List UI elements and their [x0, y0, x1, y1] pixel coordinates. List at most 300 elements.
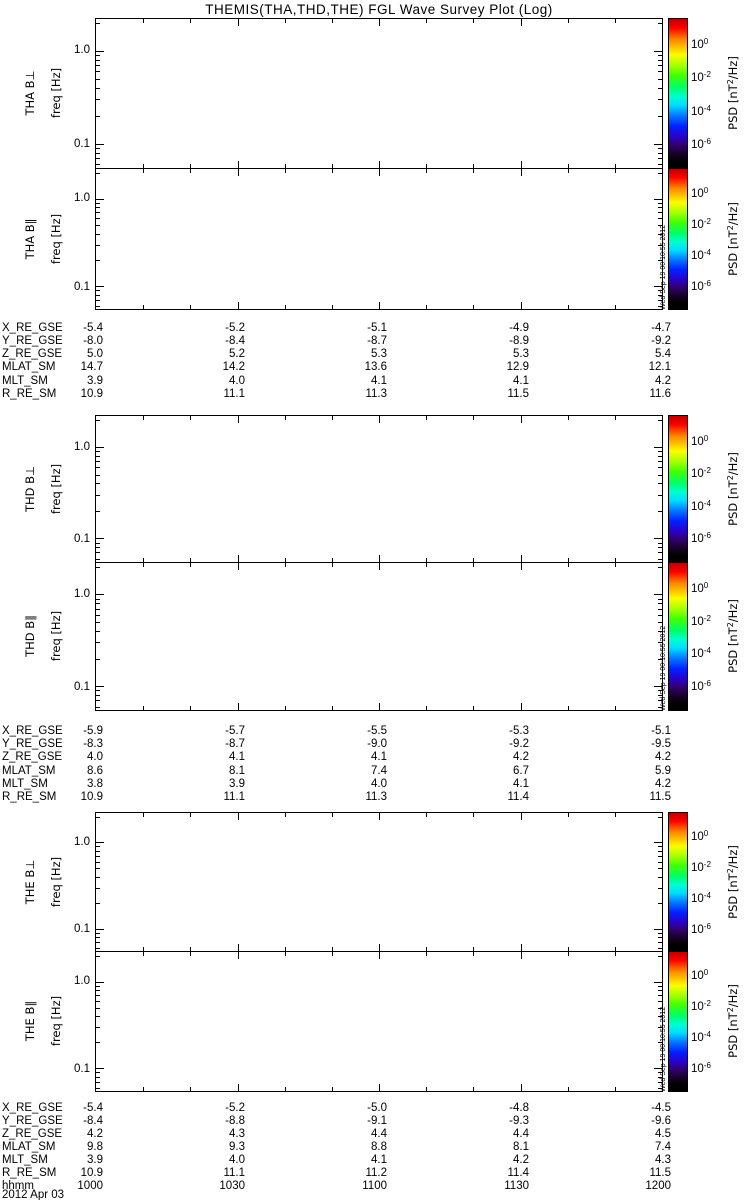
axis-tick	[568, 952, 569, 956]
axis-tick	[521, 1084, 522, 1091]
axis-tick	[658, 933, 662, 934]
axis-tick	[96, 631, 100, 632]
ephemeris-row-label: Y_RE_GSE	[2, 1115, 63, 1127]
axis-tick	[658, 467, 662, 468]
spectrogram-panel-the-bperp	[95, 812, 663, 952]
colorbar-tick-label: $10^0$	[691, 37, 709, 51]
axis-tick	[96, 990, 100, 991]
psd-colorbar	[668, 951, 688, 1092]
axis-tick	[190, 706, 191, 710]
axis-tick	[96, 511, 100, 512]
psd-unit-label: PSD $[nT^2/Hz]$	[726, 56, 740, 130]
axis-tick	[96, 116, 100, 117]
axis-tick	[521, 703, 522, 710]
axis-tick	[658, 23, 662, 24]
ephemeris-row	[0, 751, 750, 764]
axis-tick	[426, 952, 427, 956]
ephemeris-value: -5.7	[225, 725, 245, 737]
freq-tick-label: 1.0	[74, 975, 90, 987]
axis-tick	[238, 952, 239, 959]
ephemeris-value: -8.8	[225, 1115, 245, 1127]
ephemeris-value: -4.7	[651, 322, 671, 334]
ephemeris-value: -5.4	[83, 1102, 103, 1114]
freq-tick-label: 0.1	[74, 681, 90, 693]
axis-tick	[658, 79, 662, 80]
axis-tick	[521, 555, 522, 562]
ephemeris-value: 4.0	[371, 778, 387, 790]
axis-tick	[285, 305, 286, 309]
axis-tick	[96, 622, 100, 623]
axis-tick	[96, 599, 100, 600]
creation-timestamp: Wed Sep 19 00:10:55 2012	[660, 625, 667, 711]
ephemeris-value: 11.1	[223, 388, 245, 400]
axis-tick	[379, 813, 380, 820]
axis-tick	[190, 305, 191, 309]
axis-tick	[654, 538, 662, 539]
ephemeris-value: 5.9	[655, 765, 671, 777]
axis-tick	[658, 851, 662, 852]
axis-tick	[658, 55, 662, 56]
axis-tick	[658, 420, 662, 421]
axis-tick	[96, 218, 100, 219]
ephemeris-value: -5.5	[367, 725, 387, 737]
colorbar-tick-label: $10^{-2}$	[691, 466, 711, 480]
freq-tick-label: 1.0	[74, 441, 90, 453]
axis-tick	[96, 1027, 100, 1028]
axis-tick	[426, 305, 427, 309]
ephemeris-value: 3.9	[87, 375, 103, 387]
ephemeris-value: 12.9	[506, 361, 529, 373]
axis-tick	[96, 79, 100, 80]
ephemeris-row-label: MLT_SM	[2, 778, 48, 790]
axis-tick	[190, 169, 191, 173]
ephemeris-value: 8.8	[371, 1141, 387, 1153]
time-tick-label: 1130	[504, 1180, 529, 1192]
axis-tick	[473, 563, 474, 567]
colorbar-tick-label: $10^{-4}$	[691, 499, 711, 513]
axis-tick	[96, 173, 100, 174]
ephemeris-value: 4.4	[513, 1128, 529, 1140]
axis-tick	[426, 1087, 427, 1091]
axis-tick	[426, 563, 427, 567]
colorbar-tick-label: $10^{-2}$	[691, 999, 711, 1013]
freq-tick-label: 0.1	[74, 1063, 90, 1075]
axis-tick	[658, 456, 662, 457]
ephemeris-value: 9.3	[229, 1141, 245, 1153]
axis-tick	[96, 467, 100, 468]
ephemeris-value: -8.4	[83, 1115, 103, 1127]
ephemeris-row	[0, 738, 750, 751]
freq-tick-label: 0.1	[74, 533, 90, 545]
axis-tick	[658, 164, 662, 165]
axis-tick	[658, 495, 662, 496]
ephemeris-value: 4.2	[513, 751, 529, 763]
axis-tick	[143, 1087, 144, 1091]
ephemeris-value: 11.3	[365, 791, 387, 803]
psd-colorbar	[668, 18, 688, 169]
axis-tick	[238, 416, 239, 423]
ephemeris-value: 4.1	[513, 375, 529, 387]
axis-tick	[96, 868, 100, 869]
psd-unit-label: PSD $[nT^2/Hz]$	[726, 202, 740, 276]
ephemeris-value: -9.1	[367, 1115, 387, 1127]
axis-tick	[379, 944, 380, 951]
ephemeris-value: 3.9	[87, 1154, 103, 1166]
ephemeris-value: 11.6	[649, 388, 671, 400]
axis-tick	[96, 71, 100, 72]
ephemeris-row-label: Z_RE_GSE	[2, 751, 63, 763]
axis-tick	[332, 952, 333, 956]
axis-tick	[96, 846, 100, 847]
ephemeris-value: 4.0	[229, 1154, 245, 1166]
axis-tick	[190, 19, 191, 23]
axis-tick	[190, 416, 191, 420]
axis-tick	[190, 952, 191, 956]
axis-tick	[658, 483, 662, 484]
spectrogram-panel-thd-bpar	[95, 562, 663, 711]
axis-tick	[96, 877, 100, 878]
axis-tick	[473, 952, 474, 956]
ephemeris-row-label: Z_RE_GSE	[2, 348, 63, 360]
axis-tick	[473, 19, 474, 23]
axis-tick	[96, 1077, 100, 1078]
date-label: 2012 Apr 03	[2, 1189, 65, 1200]
panel-label-thd-bperp: THD B⊥	[23, 465, 37, 513]
colorbar-tick-label: $10^{-2}$	[691, 860, 711, 874]
time-tick-label: 1000	[77, 1180, 103, 1192]
ephemeris-value: 4.1	[371, 751, 387, 763]
axis-tick	[379, 19, 380, 26]
ephemeris-row-label: X_RE_GSE	[2, 1102, 63, 1114]
ephemeris-row	[0, 375, 750, 388]
ephemeris-value: 9.8	[87, 1141, 103, 1153]
axis-tick	[238, 944, 239, 951]
ephemeris-value: 3.9	[229, 778, 245, 790]
ephemeris-row-label: R_RE_SM	[2, 1167, 57, 1179]
axis-tick	[568, 563, 569, 567]
axis-tick	[238, 1084, 239, 1091]
ephemeris-value: 8.1	[229, 765, 245, 777]
axis-tick	[96, 552, 100, 553]
ephemeris-value: 4.1	[371, 375, 387, 387]
ephemeris-value: 4.3	[229, 1128, 245, 1140]
axis-tick	[658, 868, 662, 869]
ephemeris-row	[0, 335, 750, 348]
ephemeris-row-label: MLAT_SM	[2, 1141, 56, 1153]
axis-tick	[96, 817, 100, 818]
axis-tick	[96, 148, 100, 149]
axis-tick	[521, 813, 522, 820]
axis-tick	[615, 169, 616, 173]
axis-tick	[143, 706, 144, 710]
freq-axis-label: freq [Hz]	[49, 856, 63, 908]
colorbar-tick-label: $10^{-6}$	[691, 137, 711, 151]
axis-tick	[332, 1087, 333, 1091]
ephemeris-value: 14.2	[222, 361, 245, 373]
axis-tick	[96, 207, 100, 208]
axis-tick	[96, 1008, 100, 1009]
axis-tick	[96, 1068, 104, 1069]
axis-tick	[332, 706, 333, 710]
axis-tick	[521, 563, 522, 570]
freq-tick-label: 0.1	[74, 138, 90, 150]
axis-tick	[238, 169, 239, 176]
time-tick-label: 1030	[219, 1180, 245, 1192]
axis-tick	[96, 420, 100, 421]
panel-label-tha-bperp: THA B⊥	[23, 70, 37, 116]
axis-tick	[96, 451, 100, 452]
axis-tick	[285, 706, 286, 710]
axis-tick	[96, 1072, 100, 1073]
axis-tick	[96, 856, 100, 857]
axis-tick	[96, 65, 100, 66]
time-tick-label: 1100	[362, 1180, 387, 1192]
axis-tick	[658, 846, 662, 847]
axis-tick	[379, 302, 380, 309]
panel-label-thd-bpar: THD B∥	[23, 615, 37, 657]
axis-tick	[96, 842, 104, 843]
axis-tick	[96, 603, 100, 604]
ephemeris-value: 4.2	[655, 375, 671, 387]
ephemeris-row	[0, 1141, 750, 1154]
axis-tick	[426, 416, 427, 420]
axis-tick	[96, 686, 104, 687]
axis-tick	[473, 1087, 474, 1091]
axis-tick	[96, 1001, 100, 1002]
axis-tick	[238, 555, 239, 562]
axis-tick	[96, 659, 100, 660]
axis-tick	[658, 543, 662, 544]
ephemeris-row	[0, 765, 750, 778]
colorbar-tick-label: $10^{-6}$	[691, 1061, 711, 1075]
colorbar-tick-label: $10^{-4}$	[691, 104, 711, 118]
ephemeris-value: -9.3	[509, 1115, 529, 1127]
ephemeris-value: 5.3	[513, 348, 529, 360]
axis-tick	[521, 952, 522, 959]
axis-tick	[658, 65, 662, 66]
axis-tick	[473, 813, 474, 817]
colorbar-tick-label: $10^{-6}$	[691, 531, 711, 545]
axis-tick	[96, 461, 100, 462]
psd-colorbar	[668, 168, 688, 310]
axis-tick	[96, 447, 104, 448]
axis-tick	[96, 543, 100, 544]
ephemeris-value: 11.1	[223, 1167, 245, 1179]
axis-tick	[190, 563, 191, 567]
ephemeris-row-label: Y_RE_GSE	[2, 335, 63, 347]
ephemeris-value: -9.5	[651, 738, 671, 750]
axis-tick	[379, 952, 380, 959]
axis-tick	[658, 475, 662, 476]
ephemeris-row	[0, 1115, 750, 1128]
axis-tick	[658, 60, 662, 61]
freq-tick-label: 1.0	[74, 588, 90, 600]
axis-tick	[96, 245, 100, 246]
axis-tick	[332, 305, 333, 309]
axis-tick	[615, 1087, 616, 1091]
ephemeris-value: 8.6	[87, 765, 103, 777]
colorbar-tick-label: $10^{-6}$	[691, 279, 711, 293]
ephemeris-value: -8.7	[225, 738, 245, 750]
axis-tick	[521, 19, 522, 26]
ephemeris-row-label: MLAT_SM	[2, 765, 56, 777]
axis-tick	[143, 813, 144, 817]
ephemeris-row	[0, 1102, 750, 1115]
axis-tick	[332, 813, 333, 817]
axis-tick	[96, 862, 100, 863]
axis-tick	[96, 286, 104, 287]
axis-tick	[143, 416, 144, 420]
axis-tick	[96, 234, 100, 235]
psd-unit-label: PSD $[nT^2/Hz]$	[726, 984, 740, 1058]
axis-tick	[96, 700, 100, 701]
axis-tick	[658, 888, 662, 889]
axis-tick	[96, 260, 100, 261]
panel-label-the-bpar: THE B∥	[23, 1000, 37, 1042]
axis-tick	[190, 1087, 191, 1091]
axis-tick	[658, 856, 662, 857]
ephemeris-value: 4.0	[229, 375, 245, 387]
ephemeris-row	[0, 322, 750, 335]
freq-tick-label: 1.0	[74, 192, 90, 204]
axis-tick	[96, 99, 100, 100]
axis-tick	[96, 615, 100, 616]
colorbar-tick-label: $10^{-4}$	[691, 646, 711, 660]
axis-tick	[96, 475, 100, 476]
axis-tick	[615, 563, 616, 567]
axis-tick	[658, 948, 662, 949]
ephemeris-row	[0, 778, 750, 791]
freq-tick-label: 1.0	[74, 836, 90, 848]
ephemeris-value: -5.2	[225, 1102, 245, 1114]
ephemeris-row-label: X_RE_GSE	[2, 725, 63, 737]
axis-tick	[96, 144, 104, 145]
axis-tick	[379, 703, 380, 710]
ephemeris-value: 10.9	[80, 1167, 103, 1179]
freq-axis-label: freq [Hz]	[49, 213, 63, 265]
axis-tick	[426, 19, 427, 23]
axis-tick	[654, 51, 662, 52]
ephemeris-value: 11.5	[649, 791, 671, 803]
ephemeris-value: 4.1	[229, 751, 245, 763]
psd-colorbar	[668, 415, 688, 563]
colorbar-tick-label: $10^{-4}$	[691, 891, 711, 905]
axis-tick	[143, 952, 144, 956]
axis-tick	[190, 813, 191, 817]
axis-tick	[96, 1042, 100, 1043]
axis-tick	[96, 851, 100, 852]
axis-tick	[96, 1016, 100, 1017]
axis-tick	[426, 813, 427, 817]
axis-tick	[96, 483, 100, 484]
axis-tick	[521, 169, 522, 176]
axis-tick	[96, 203, 100, 204]
axis-tick	[521, 944, 522, 951]
ephemeris-value: 6.7	[513, 765, 529, 777]
axis-tick	[654, 447, 662, 448]
axis-tick	[658, 99, 662, 100]
axis-tick	[615, 416, 616, 420]
axis-tick	[285, 169, 286, 173]
axis-tick	[96, 55, 100, 56]
axis-tick	[332, 563, 333, 567]
axis-tick	[96, 642, 100, 643]
ephemeris-row	[0, 361, 750, 374]
axis-tick	[285, 1087, 286, 1091]
ephemeris-value: 5.2	[229, 348, 245, 360]
freq-tick-label: 1.0	[74, 44, 90, 56]
axis-tick	[96, 982, 104, 983]
axis-tick	[379, 161, 380, 168]
colorbar-tick-label: $10^0$	[691, 581, 709, 595]
axis-tick	[658, 451, 662, 452]
ephemeris-value: -5.9	[83, 725, 103, 737]
axis-tick	[426, 169, 427, 173]
ephemeris-value: -8.4	[225, 335, 245, 347]
axis-tick	[96, 948, 100, 949]
axis-tick	[473, 169, 474, 173]
colorbar-tick-label: $10^0$	[691, 434, 709, 448]
axis-tick	[285, 19, 286, 23]
freq-tick-label: 0.1	[74, 923, 90, 935]
colorbar-tick-label: $10^{-4}$	[691, 248, 711, 262]
ephemeris-value: 11.4	[507, 1167, 529, 1179]
psd-unit-label: PSD $[nT^2/Hz]$	[726, 452, 740, 526]
axis-tick	[96, 609, 100, 610]
axis-tick	[96, 942, 100, 943]
ephemeris-value: -4.9	[509, 322, 529, 334]
axis-tick	[568, 19, 569, 23]
axis-tick	[568, 1087, 569, 1091]
ephemeris-row-label: MLAT_SM	[2, 361, 56, 373]
ephemeris-value: 5.4	[655, 348, 671, 360]
axis-tick	[96, 199, 104, 200]
axis-tick	[96, 903, 100, 904]
time-tick-label: 1200	[645, 1180, 671, 1192]
freq-axis-label: freq [Hz]	[49, 995, 63, 1047]
axis-tick	[96, 456, 100, 457]
ephemeris-row-label: Y_RE_GSE	[2, 738, 63, 750]
axis-tick	[96, 929, 104, 930]
ephemeris-value: 5.0	[87, 348, 103, 360]
freq-axis-label: freq [Hz]	[49, 67, 63, 119]
axis-tick	[426, 706, 427, 710]
axis-tick	[473, 706, 474, 710]
creation-timestamp: Wed Sep 19 00:10:55 2012	[660, 1006, 667, 1092]
axis-tick	[96, 60, 100, 61]
axis-tick	[332, 416, 333, 420]
colorbar-tick-label: $10^{-2}$	[691, 217, 711, 231]
colorbar-tick-label: $10^0$	[691, 829, 709, 843]
ephemeris-value: 4.4	[371, 1128, 387, 1140]
axis-tick	[143, 305, 144, 309]
creation-timestamp: Wed Sep 19 00:10:55 2012	[660, 224, 667, 310]
axis-tick	[658, 903, 662, 904]
colorbar-tick-label: $10^0$	[691, 968, 709, 982]
time-axis-row	[0, 1180, 750, 1193]
axis-tick	[658, 547, 662, 548]
ephemeris-value: 8.1	[513, 1141, 529, 1153]
axis-tick	[285, 416, 286, 420]
ephemeris-row-label: R_RE_SM	[2, 791, 57, 803]
ephemeris-value: -9.2	[651, 335, 671, 347]
spectrogram-panel-tha-bpar	[95, 168, 663, 310]
axis-tick	[615, 19, 616, 23]
axis-tick	[658, 153, 662, 154]
axis-tick	[96, 547, 100, 548]
axis-tick	[521, 161, 522, 168]
axis-tick	[96, 300, 100, 301]
